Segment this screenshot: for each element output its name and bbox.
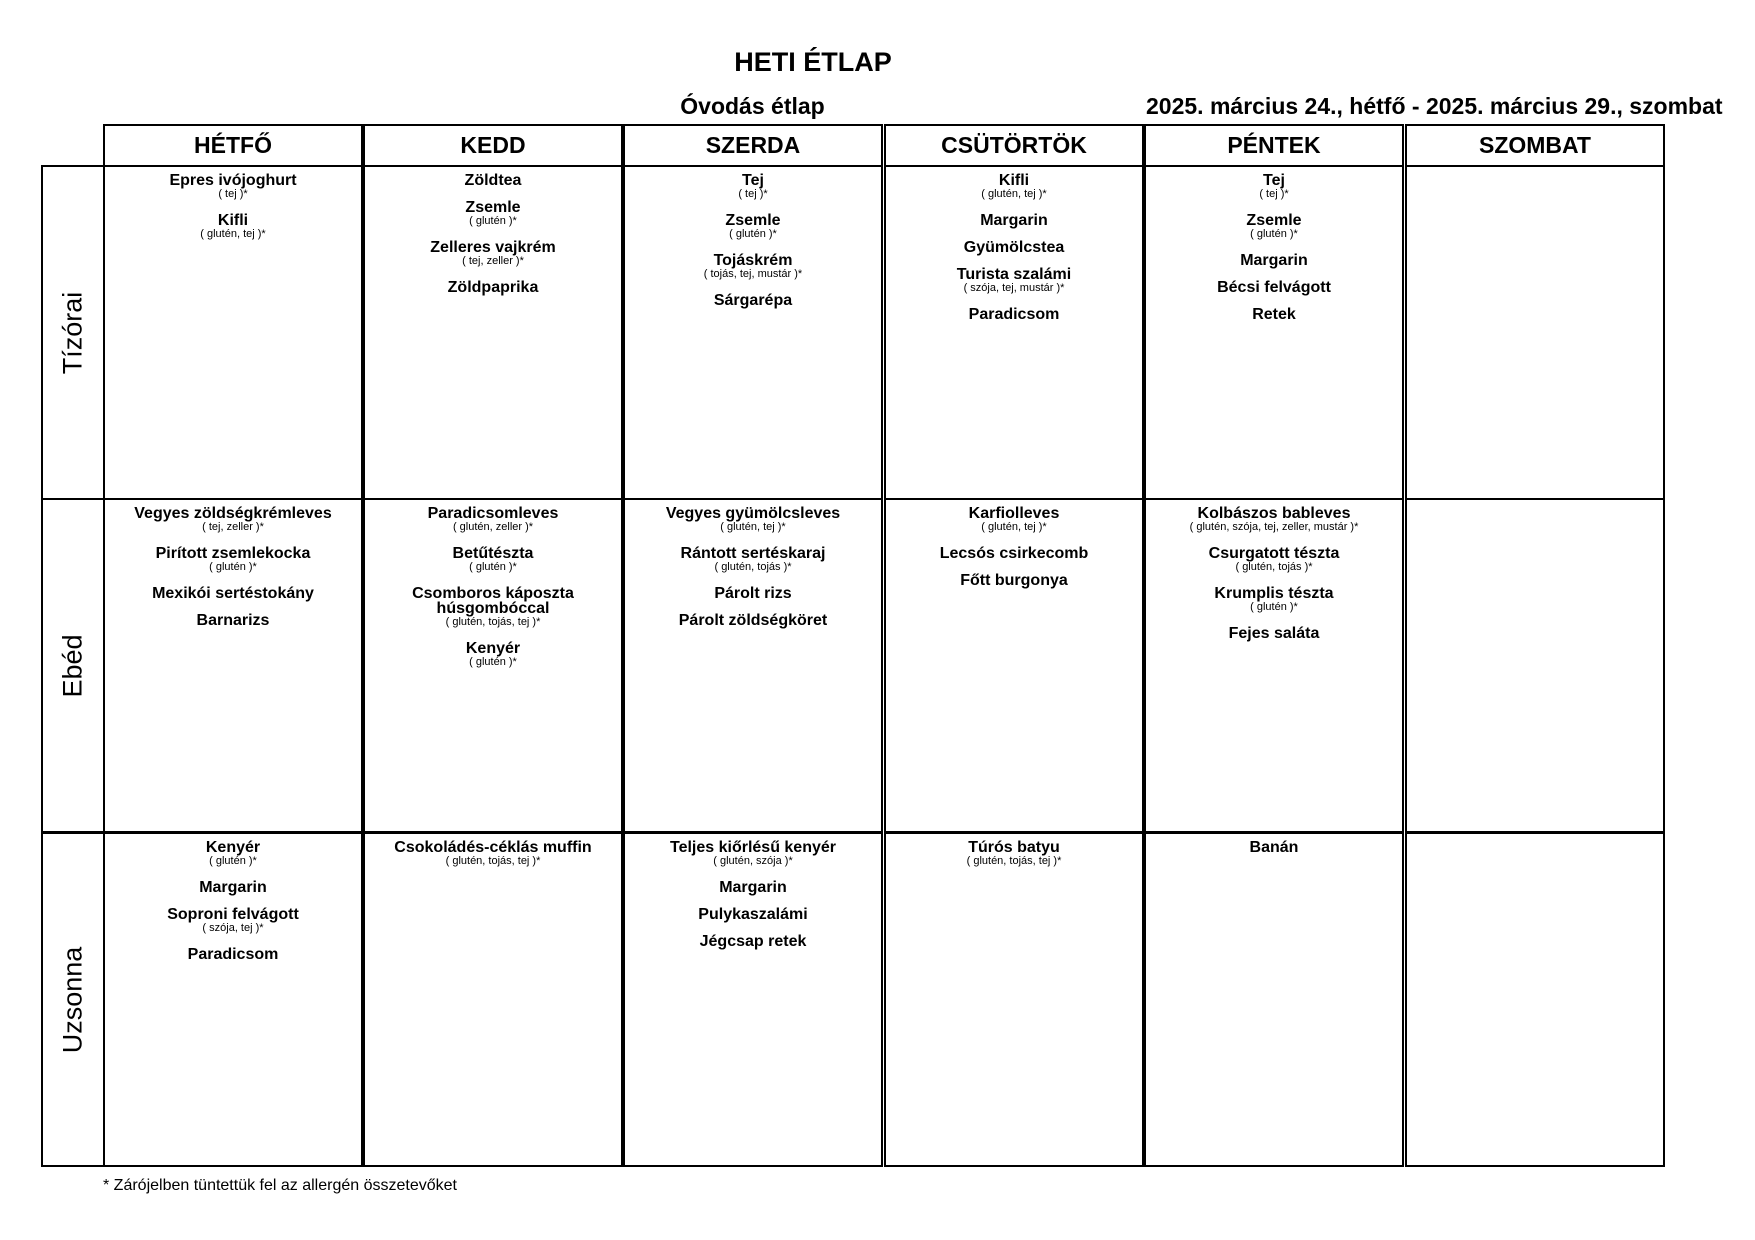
menu-item-allergens: ( glutén, tej )* bbox=[981, 521, 1047, 533]
day-header-3: SZERDA bbox=[623, 124, 883, 167]
menu-item-name: Jégcsap retek bbox=[699, 933, 807, 950]
meal-label-3 bbox=[41, 832, 105, 1167]
menu-item-name: Főtt burgonya bbox=[960, 572, 1068, 589]
menu-item bbox=[1146, 253, 1402, 268]
menu-item bbox=[365, 280, 621, 295]
menu-item-name: Kolbászos bableves bbox=[1197, 505, 1351, 522]
menu-item-allergens: ( glutén, tej )* bbox=[200, 228, 266, 240]
menu-item-allergens: ( glutén, szója, tej, zeller, mustár )* bbox=[1189, 521, 1359, 533]
menu-cell bbox=[884, 498, 1144, 833]
menu-item bbox=[1146, 546, 1402, 574]
day-header-1: HÉTFŐ bbox=[103, 124, 363, 167]
menu-item-allergens: ( tej, zeller )* bbox=[462, 255, 524, 267]
menu-item-allergens: ( glutén, tojás )* bbox=[1235, 561, 1313, 573]
menu-item-name: Bécsi felvágott bbox=[1217, 279, 1331, 296]
menu-cell bbox=[363, 498, 623, 833]
menu-item bbox=[365, 840, 621, 868]
menu-item bbox=[886, 546, 1142, 561]
menu-item-name: Kifli bbox=[998, 172, 1030, 189]
menu-item-name: Zsemle bbox=[465, 199, 521, 216]
menu-item-name: Csokoládés-céklás muffin bbox=[394, 839, 592, 856]
menu-subtitle: Óvodás étlap bbox=[680, 93, 825, 119]
menu-item-allergens: ( glutén, zeller )* bbox=[452, 521, 534, 533]
menu-cell bbox=[103, 165, 363, 500]
menu-cell bbox=[884, 165, 1144, 500]
menu-item bbox=[1146, 307, 1402, 322]
menu-item bbox=[886, 213, 1142, 228]
menu-item-name: Pirított zsemlekocka bbox=[155, 545, 311, 562]
menu-item-name: Csurgatott tészta bbox=[1208, 545, 1340, 562]
menu-item bbox=[1146, 213, 1402, 241]
menu-item-name: Zöldtea bbox=[464, 172, 522, 189]
menu-item-name: Barnarizs bbox=[196, 612, 270, 629]
menu-item-allergens: ( glutén )* bbox=[1250, 228, 1298, 240]
menu-item bbox=[1146, 626, 1402, 641]
menu-item-name: Csomboros káposzta húsgombóccal bbox=[412, 585, 574, 617]
menu-cell bbox=[884, 832, 1144, 1167]
meal-label-1 bbox=[41, 165, 105, 500]
menu-item-name: Zöldpaprika bbox=[447, 279, 539, 296]
menu-item-allergens: ( glutén, tojás, tej )* bbox=[966, 855, 1062, 867]
page-title: HETI ÉTLAP bbox=[734, 47, 892, 77]
menu-item-allergens: ( glutén )* bbox=[469, 561, 517, 573]
menu-item bbox=[886, 506, 1142, 534]
menu-item bbox=[365, 546, 621, 574]
menu-item-name: Betűtészta bbox=[452, 545, 534, 562]
menu-item-name: Paradicsom bbox=[968, 306, 1060, 323]
menu-item bbox=[625, 546, 881, 574]
day-header-2: KEDD bbox=[363, 124, 623, 167]
menu-item-allergens: ( tej )* bbox=[738, 188, 768, 200]
menu-item-allergens: ( glutén )* bbox=[729, 228, 777, 240]
meal-label-text: Ebéd bbox=[57, 633, 88, 698]
menu-item-allergens: ( tej )* bbox=[218, 188, 248, 200]
menu-item-name: Karfiolleves bbox=[968, 505, 1060, 522]
menu-item-name: Paradicsom bbox=[187, 946, 279, 963]
menu-cell bbox=[623, 165, 883, 500]
allergen-footnote: * Zárójelben tüntettük fel az allergén összetevőket bbox=[103, 1177, 457, 1194]
menu-cell bbox=[1405, 498, 1665, 833]
menu-item-allergens: ( glutén )* bbox=[469, 656, 517, 668]
menu-item bbox=[365, 173, 621, 188]
menu-item bbox=[105, 546, 361, 574]
menu-item-allergens: ( glutén )* bbox=[209, 561, 257, 573]
menu-item-name: Tej bbox=[1263, 172, 1285, 189]
menu-item-name: Fejes saláta bbox=[1228, 625, 1320, 642]
menu-item-name: Kenyér bbox=[205, 839, 261, 856]
menu-cell bbox=[1144, 165, 1404, 500]
menu-item bbox=[886, 840, 1142, 868]
menu-cell bbox=[1144, 832, 1404, 1167]
date-range: 2025. március 24., hétfő - 2025. március 29., szombat bbox=[1146, 93, 1723, 119]
menu-item bbox=[625, 880, 881, 895]
menu-cell bbox=[1144, 498, 1404, 833]
menu-item-name: Pulykaszalámi bbox=[698, 906, 808, 923]
menu-cell bbox=[363, 832, 623, 1167]
menu-item-name: Vegyes gyümölcsleves bbox=[665, 505, 841, 522]
menu-item-allergens: ( glutén )* bbox=[469, 215, 517, 227]
day-header-4: CSÜTÖRTÖK bbox=[884, 124, 1144, 167]
menu-item-name: Soproni felvágott bbox=[167, 906, 299, 923]
menu-item-name: Epres ivójoghurt bbox=[169, 172, 297, 189]
menu-item-allergens: ( szója, tej, mustár )* bbox=[963, 282, 1065, 294]
menu-item bbox=[886, 240, 1142, 255]
menu-item-allergens: ( glutén, tojás, tej )* bbox=[445, 855, 541, 867]
menu-item bbox=[625, 840, 881, 868]
menu-item bbox=[625, 586, 881, 601]
meal-label-text: Uzsonna bbox=[57, 946, 88, 1053]
menu-item-allergens: ( glutén )* bbox=[1250, 601, 1298, 613]
menu-item-name: Zsemle bbox=[1246, 212, 1302, 229]
menu-item-name: Zelleres vajkrém bbox=[430, 239, 556, 256]
menu-item-name: Margarin bbox=[199, 879, 267, 896]
menu-item bbox=[365, 200, 621, 228]
menu-item-name: Gyümölcstea bbox=[963, 239, 1065, 256]
menu-item bbox=[886, 173, 1142, 201]
menu-item-name: Zsemle bbox=[725, 212, 781, 229]
menu-item bbox=[625, 907, 881, 922]
menu-item bbox=[105, 173, 361, 201]
menu-cell bbox=[103, 498, 363, 833]
menu-item-name: Túrós batyu bbox=[968, 839, 1060, 856]
menu-item bbox=[365, 641, 621, 669]
menu-item-name: Turista szalámi bbox=[956, 266, 1072, 283]
menu-item-allergens: ( tej )* bbox=[1259, 188, 1289, 200]
menu-item bbox=[625, 213, 881, 241]
menu-item bbox=[105, 506, 361, 534]
menu-cell bbox=[623, 498, 883, 833]
menu-item bbox=[365, 586, 621, 629]
menu-item bbox=[1146, 173, 1402, 201]
menu-item-name: Retek bbox=[1252, 306, 1296, 323]
menu-cell bbox=[623, 832, 883, 1167]
menu-item bbox=[1146, 506, 1402, 534]
menu-item bbox=[365, 240, 621, 268]
menu-item bbox=[886, 267, 1142, 295]
menu-item-name: Vegyes zöldségkrémleves bbox=[134, 505, 332, 522]
menu-cell bbox=[363, 165, 623, 500]
menu-item bbox=[105, 613, 361, 628]
menu-item bbox=[105, 840, 361, 868]
day-header-5: PÉNTEK bbox=[1144, 124, 1404, 167]
menu-item-allergens: ( glutén, tojás )* bbox=[714, 561, 792, 573]
menu-item bbox=[625, 934, 881, 949]
menu-item-name: Sárgarépa bbox=[713, 292, 793, 309]
menu-item bbox=[1146, 280, 1402, 295]
menu-item-allergens: ( glutén, tej )* bbox=[720, 521, 786, 533]
menu-item-allergens: ( glutén, tojás, tej )* bbox=[445, 616, 541, 628]
menu-item-name: Margarin bbox=[719, 879, 787, 896]
menu-cell bbox=[1405, 165, 1665, 500]
menu-item bbox=[625, 253, 881, 281]
menu-item bbox=[625, 173, 881, 201]
meal-label-text: Tízórai bbox=[57, 291, 88, 374]
menu-item bbox=[886, 307, 1142, 322]
menu-item-name: Tojáskrém bbox=[713, 252, 793, 269]
menu-item bbox=[365, 506, 621, 534]
menu-item-allergens: ( tojás, tej, mustár )* bbox=[703, 268, 803, 280]
menu-item-name: Kifli bbox=[217, 212, 249, 229]
meal-label-2 bbox=[41, 498, 105, 833]
day-header-6: SZOMBAT bbox=[1405, 124, 1665, 167]
menu-item-allergens: ( glutén, szója )* bbox=[713, 855, 793, 867]
menu-item bbox=[625, 613, 881, 628]
menu-item-name: Teljes kiőrlésű kenyér bbox=[669, 839, 836, 856]
menu-item bbox=[105, 880, 361, 895]
menu-item bbox=[625, 506, 881, 534]
menu-item bbox=[886, 573, 1142, 588]
menu-item bbox=[625, 293, 881, 308]
menu-item-name: Paradicsomleves bbox=[427, 505, 559, 522]
menu-item-allergens: ( glutén )* bbox=[209, 855, 257, 867]
menu-item-name: Margarin bbox=[980, 212, 1048, 229]
menu-cell bbox=[103, 832, 363, 1167]
menu-item-name: Párolt rizs bbox=[714, 585, 792, 602]
menu-item-name: Margarin bbox=[1240, 252, 1308, 269]
menu-item-name: Lecsós csirkecomb bbox=[939, 545, 1089, 562]
menu-item-allergens: ( glutén, tej )* bbox=[981, 188, 1047, 200]
menu-cell bbox=[1405, 832, 1665, 1167]
menu-item-name: Párolt zöldségköret bbox=[678, 612, 828, 629]
menu-item bbox=[1146, 586, 1402, 614]
menu-item bbox=[1146, 840, 1402, 855]
menu-item bbox=[105, 213, 361, 241]
menu-item-name: Tej bbox=[742, 172, 764, 189]
menu-item-name: Mexikói sertéstokány bbox=[152, 585, 314, 602]
menu-item-allergens: ( szója, tej )* bbox=[202, 922, 264, 934]
menu-item bbox=[105, 907, 361, 935]
menu-item-name: Krumplis tészta bbox=[1214, 585, 1334, 602]
menu-item-name: Rántott sertéskaraj bbox=[680, 545, 826, 562]
menu-item bbox=[105, 586, 361, 601]
menu-item-name: Banán bbox=[1249, 839, 1299, 856]
menu-item bbox=[105, 947, 361, 962]
menu-item-allergens: ( tej, zeller )* bbox=[202, 521, 264, 533]
menu-item-name: Kenyér bbox=[465, 640, 521, 657]
